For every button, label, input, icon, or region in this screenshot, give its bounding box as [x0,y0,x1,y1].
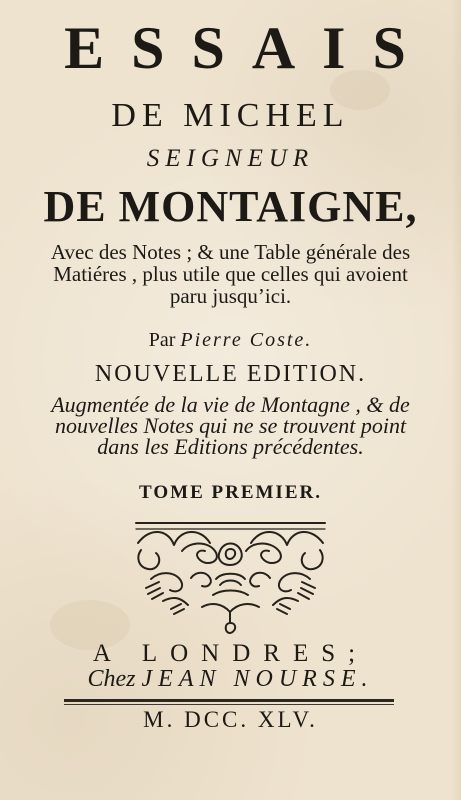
author-prefix: Par [148,329,176,351]
title-line-1: ESSAIS [64,15,433,81]
author-name: Pierre Coste. [180,329,313,351]
imprint-date: M. DCC. XLV. [143,707,318,732]
subtitle-text: Avec des Notes ; & une Table générale des Matiéres , plus utile que celles qui avoient paru jusqu’ici. [50,240,411,308]
title-line-3: SEIGNEUR [146,145,315,172]
edition-text: NOUVELLE EDITION. [94,361,367,387]
printer-prefix: Chez [87,666,136,692]
author-line [0,329,461,352]
printer-name: JEAN NOURSE. [141,666,374,692]
rule-bottom [64,704,394,705]
imprint-printer [0,666,461,693]
tome-text: TOME PREMIER. [139,482,322,503]
augment-text: Augmentée de la vie de Montagne , & de nouvelles Notes qui ne se trouvent point dans les Editions précédentes. [51,392,410,459]
floral-ornament-icon [118,515,343,635]
imprint-rule [64,699,394,707]
rule-top [64,699,394,702]
title-line-4: DE MONTAIGNE, [43,182,418,231]
title-line-2: DE MICHEL [111,97,350,134]
imprint-place: A LONDRES; [92,640,369,667]
